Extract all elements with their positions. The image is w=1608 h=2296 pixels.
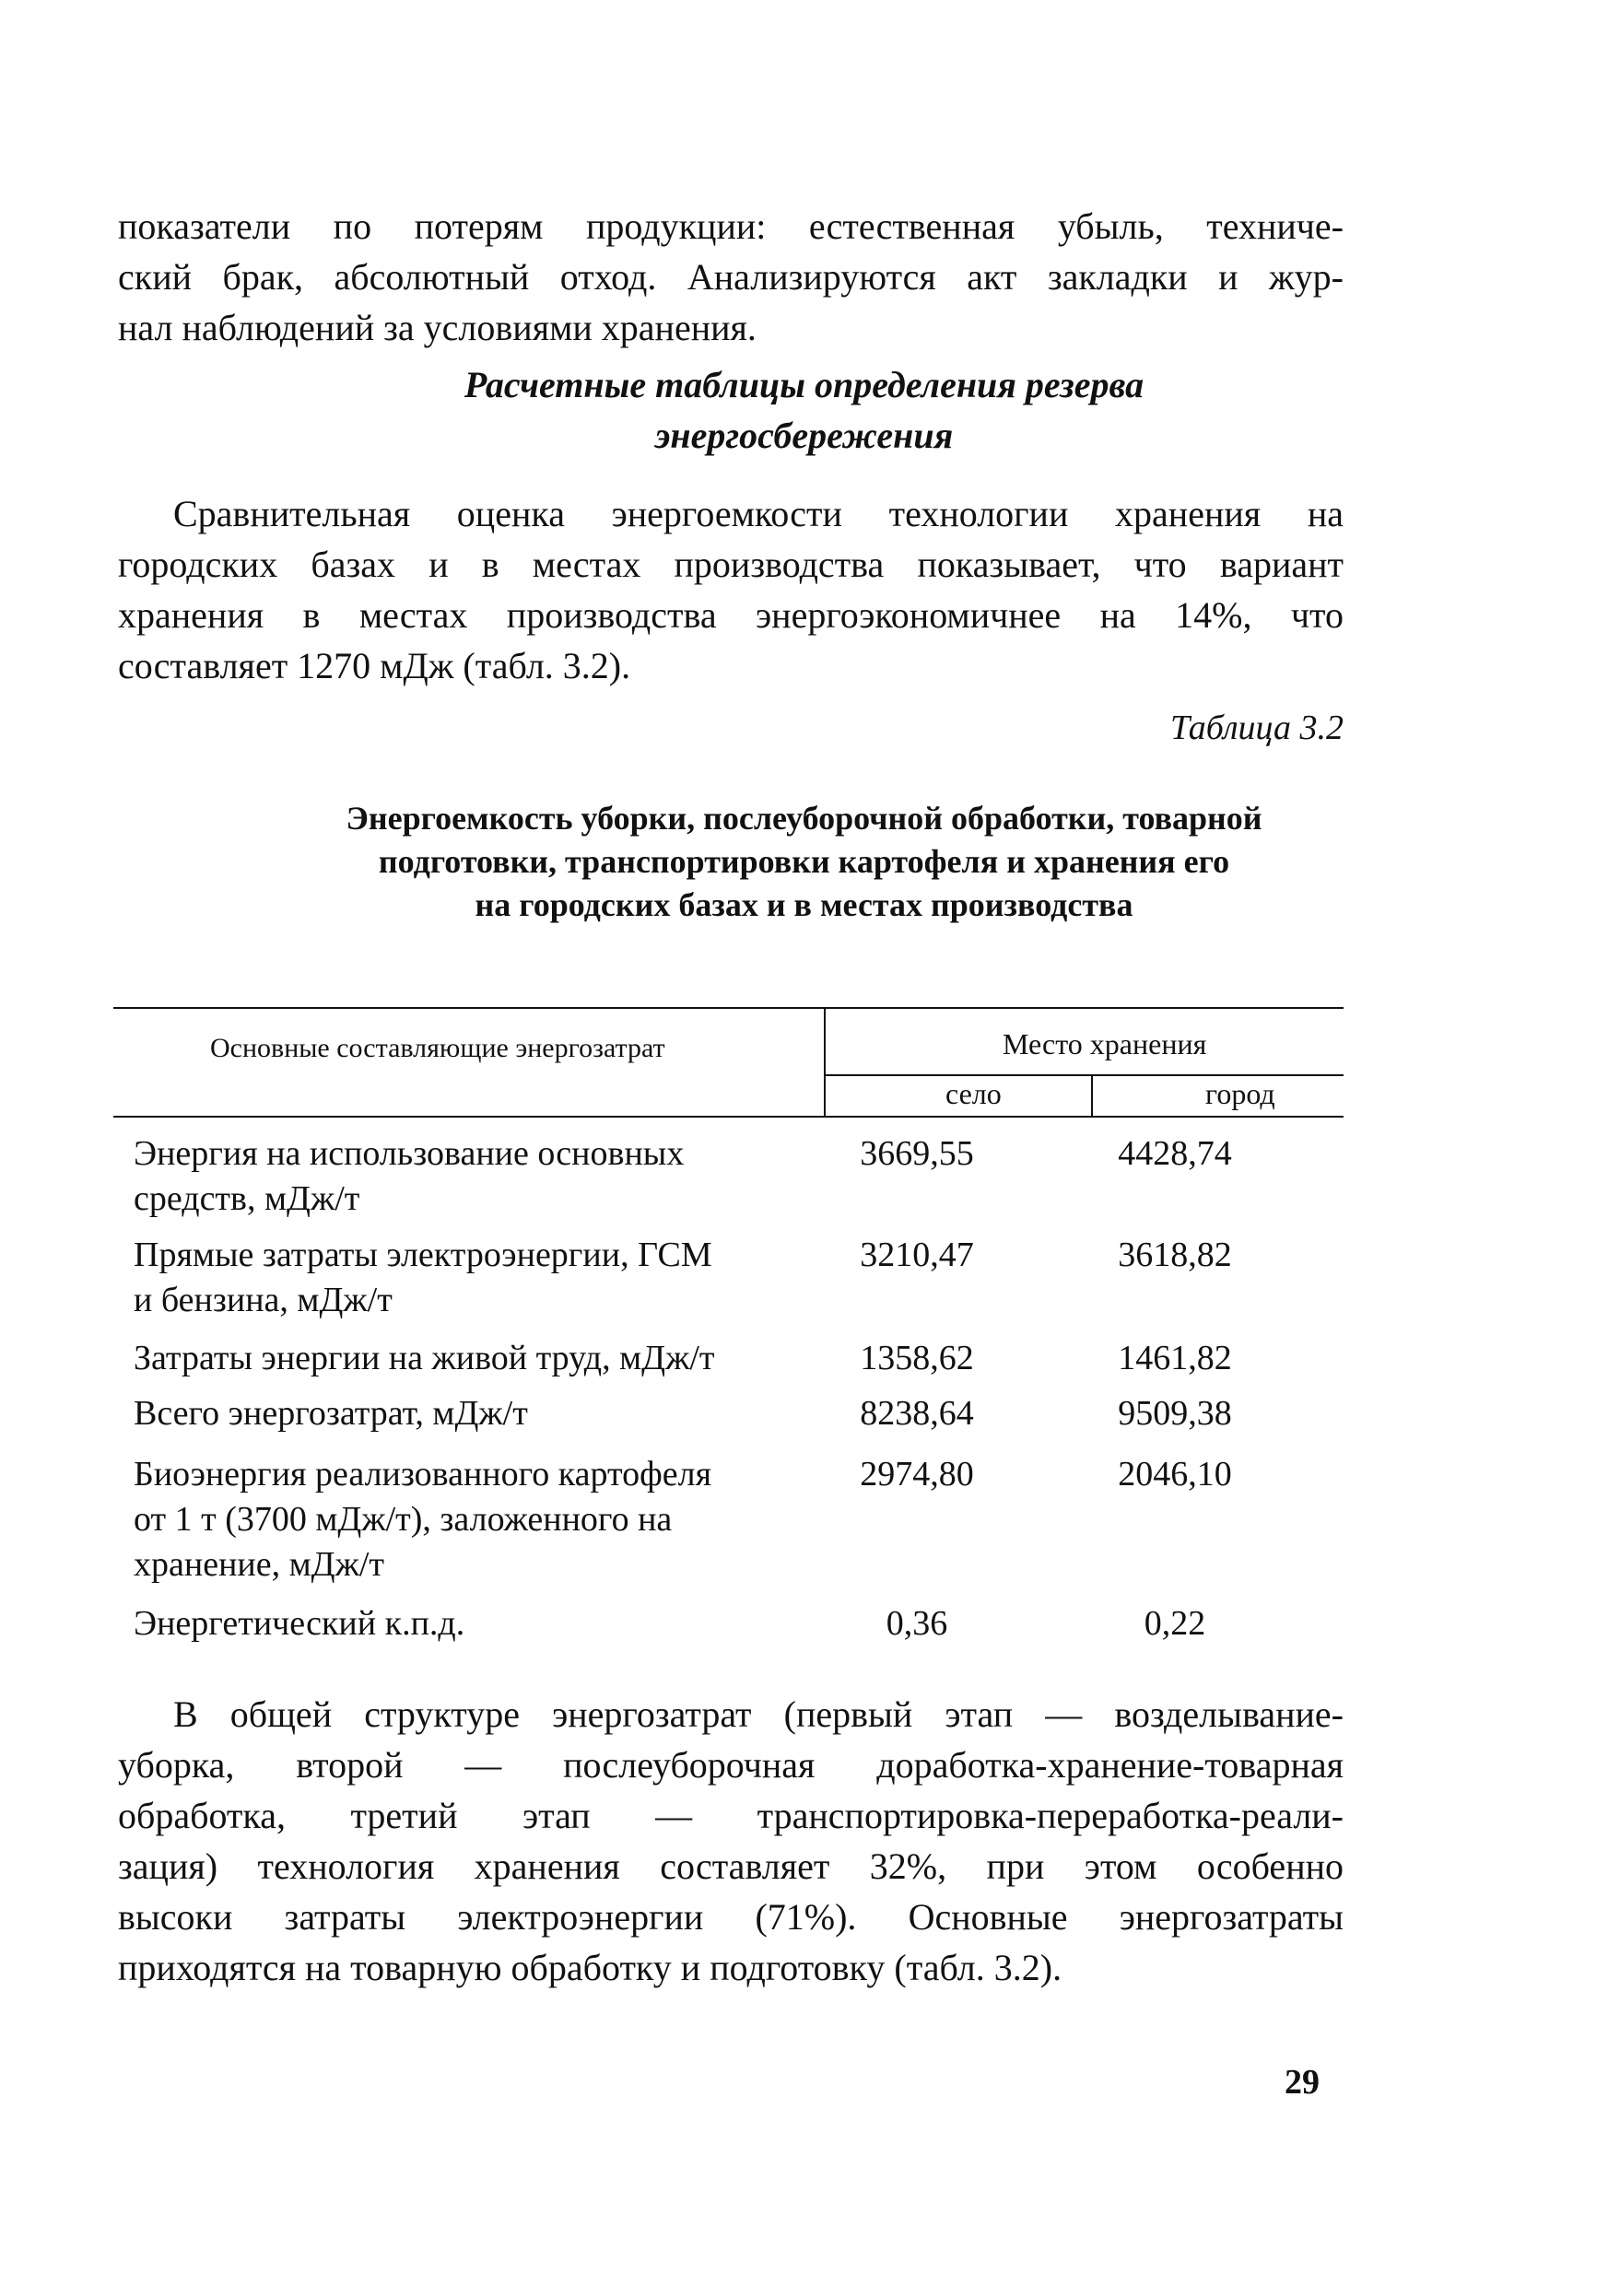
row-value-village: 3669,55 bbox=[860, 1134, 974, 1173]
table-header-col-city: город bbox=[1205, 1077, 1275, 1110]
row-label-line: Всего энергозатрат, мДж/т bbox=[134, 1394, 528, 1433]
table-title-line: Энергоемкость уборки, послеуборочной обработки, товарной bbox=[346, 800, 1262, 837]
table-title-line: на городских базах и в местах производства bbox=[475, 886, 1133, 923]
row-value-village: 3210,47 bbox=[860, 1236, 974, 1274]
paragraph-line: хранения в местах производства энергоэкономичнее на 14%, что bbox=[118, 594, 1344, 636]
paragraph-line: высоки затраты электроэнергии (71%). Основные энергозатраты bbox=[118, 1896, 1344, 1938]
paragraph-line: Сравнительная оценка энергоемкости технологии хранения на bbox=[173, 493, 1344, 534]
paragraph-structure bbox=[118, 1689, 1344, 1993]
row-label-line: и бензина, мДж/т bbox=[134, 1281, 393, 1319]
paragraph-losses bbox=[118, 201, 1344, 353]
row-label-line: Энергия на использование основных bbox=[134, 1134, 685, 1173]
paragraph-line: приходятся на товарную обработку и подготовку (табл. 3.2). bbox=[118, 1947, 1062, 1988]
table-header-divider bbox=[824, 1007, 826, 1116]
row-label-line: хранение, мДж/т bbox=[134, 1545, 384, 1584]
paragraph-line: нал наблюдений за условиями хранения. bbox=[118, 307, 757, 348]
row-value-city: 1461,82 bbox=[1118, 1339, 1232, 1377]
row-value-village: 1358,62 bbox=[860, 1339, 974, 1377]
row-label-line: средств, мДж/т bbox=[134, 1179, 360, 1218]
paragraph-line: показатели по потерям продукции: естественная убыль, техниче- bbox=[118, 205, 1344, 247]
row-label-line: от 1 т (3700 мДж/т), заложенного на bbox=[134, 1500, 673, 1539]
table-label: Таблица 3.2 bbox=[1170, 709, 1344, 747]
row-label-line: Биоэнергия реализованного картофеля bbox=[134, 1455, 712, 1494]
row-label bbox=[134, 1391, 797, 1436]
paragraph-line: уборка, второй — послеуборочная доработка-хранение-товарная bbox=[118, 1744, 1344, 1786]
paragraph-line: городских базах и в местах производства показывает, что вариант bbox=[118, 544, 1344, 585]
row-value-city: 2046,10 bbox=[1118, 1455, 1232, 1494]
row-label bbox=[134, 1336, 797, 1381]
table-group-rule bbox=[824, 1074, 1344, 1076]
table-title-line: подготовки, транспортировки картофеля и хранения его bbox=[378, 843, 1230, 880]
paragraph-line: зация) технология хранения составляет 32%, при этом особенно bbox=[118, 1845, 1344, 1887]
row-value-village: 2974,80 bbox=[860, 1455, 974, 1494]
table-header-group: Место хранения bbox=[1003, 1027, 1207, 1060]
row-label bbox=[134, 1601, 797, 1646]
table-title bbox=[0, 797, 1608, 927]
row-label-line: Затраты энергии на живой труд, мДж/т bbox=[134, 1339, 715, 1377]
row-value-village: 0,36 bbox=[886, 1604, 948, 1643]
row-label-line: Прямые затраты электроэнергии, ГСМ bbox=[134, 1236, 712, 1274]
row-value-city: 4428,74 bbox=[1118, 1134, 1232, 1173]
table-header-main: Основные составляющие энергозатрат bbox=[210, 1033, 665, 1063]
row-value-city: 9509,38 bbox=[1118, 1394, 1232, 1433]
row-value-village: 8238,64 bbox=[860, 1394, 974, 1433]
paragraph-line: составляет 1270 мДж (табл. 3.2). bbox=[118, 645, 631, 686]
paragraph-line: ский брак, абсолютный отход. Анализируются акт закладки и жур- bbox=[118, 256, 1344, 298]
table-header-bottom-rule bbox=[113, 1116, 1344, 1118]
row-label bbox=[134, 1452, 797, 1587]
row-label bbox=[134, 1131, 797, 1222]
row-label-line: Энергетический к.п.д. bbox=[134, 1604, 465, 1643]
paragraph-line: обработка, третий этап — транспортировка-переработка-реали- bbox=[118, 1795, 1344, 1836]
row-value-city: 0,22 bbox=[1144, 1604, 1206, 1643]
table-top-rule bbox=[113, 1007, 1344, 1009]
page-number: 29 bbox=[1285, 2063, 1320, 2102]
section-heading bbox=[0, 359, 1608, 461]
table-header-col-village: село bbox=[945, 1077, 1002, 1110]
section-heading-line: Расчетные таблицы определения резерва bbox=[464, 364, 1144, 405]
row-label bbox=[134, 1233, 797, 1323]
paragraph-line: В общей структуре энергозатрат (первый этап — возделывание- bbox=[173, 1693, 1344, 1735]
paragraph-comparison bbox=[118, 488, 1344, 691]
row-value-city: 3618,82 bbox=[1118, 1236, 1232, 1274]
table-subheader-divider bbox=[1091, 1074, 1093, 1116]
section-heading-line: энергосбережения bbox=[654, 415, 954, 456]
